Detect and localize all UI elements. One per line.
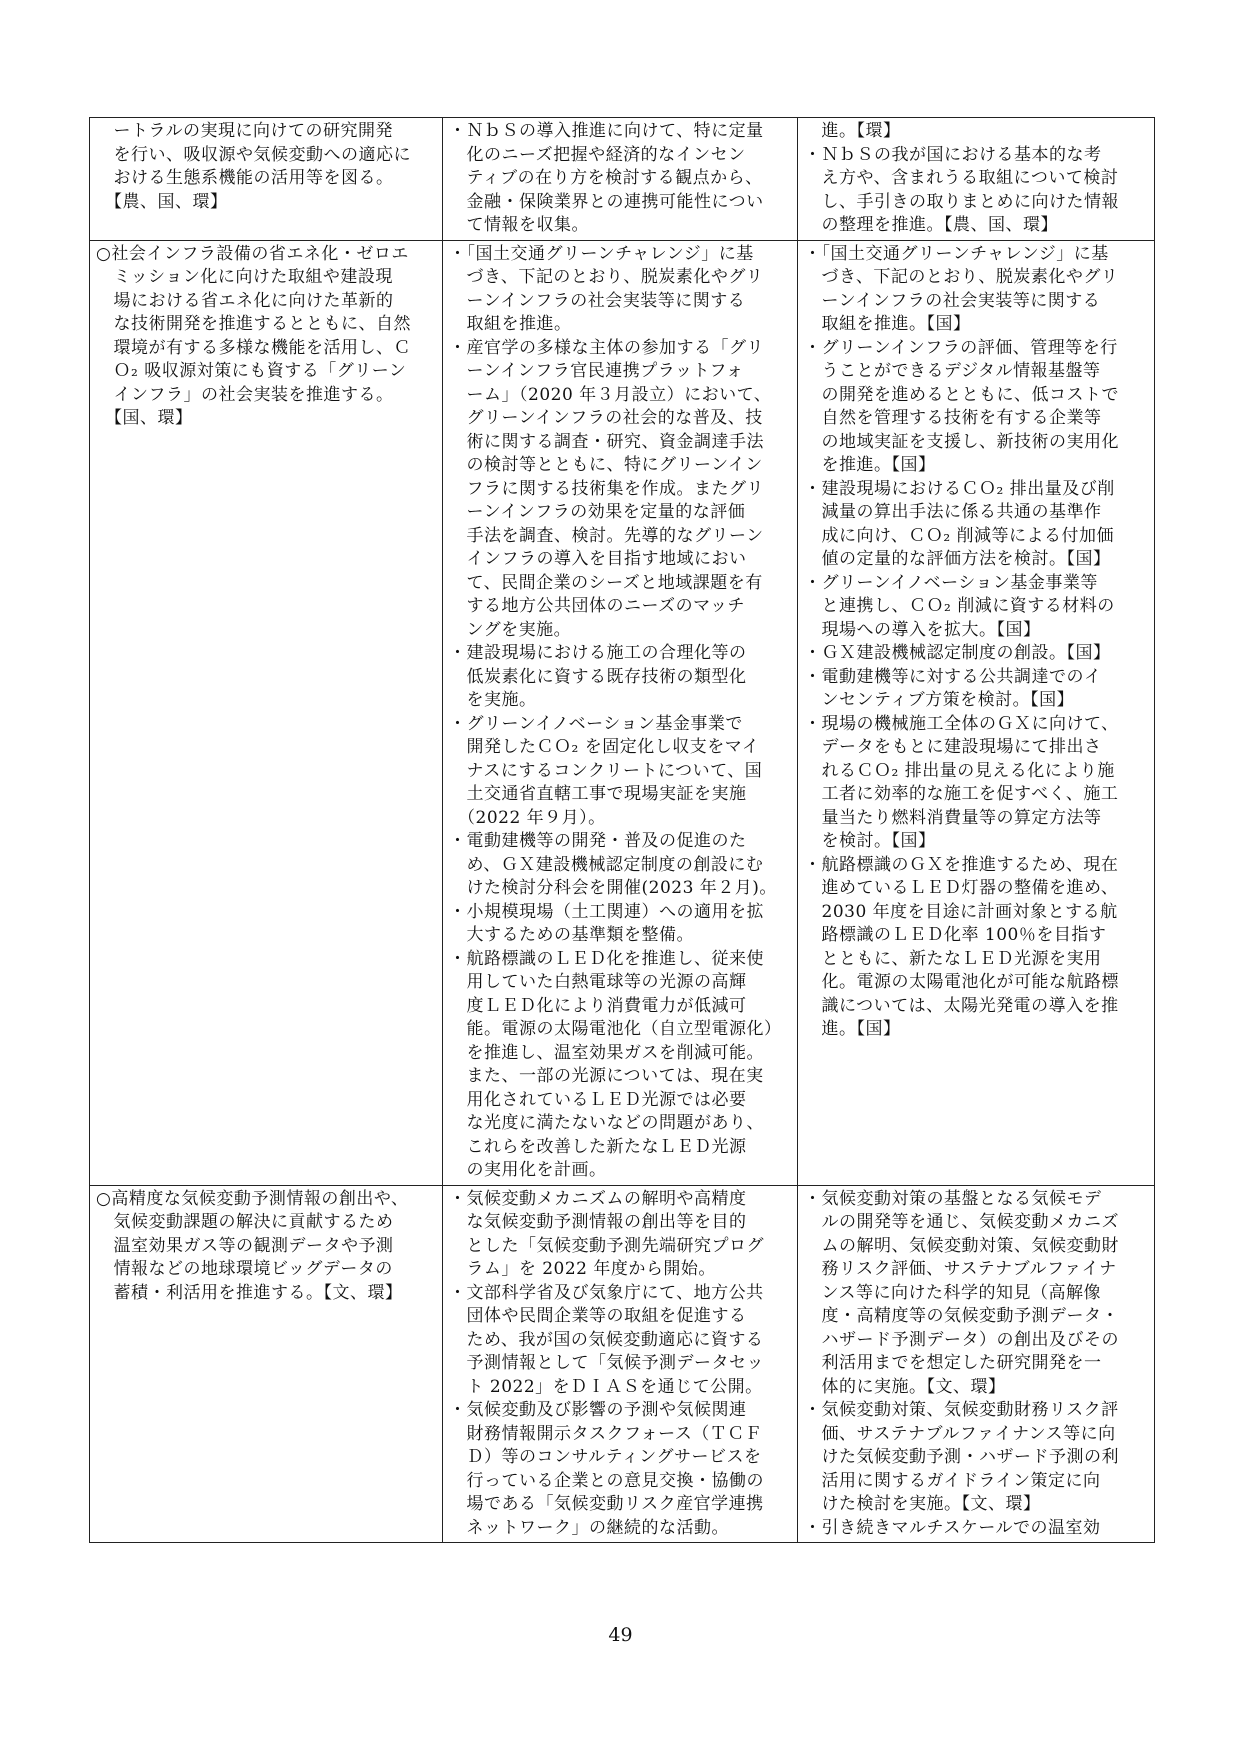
cell-text-line: な気候変動予測情報の創出等を目的: [449, 1212, 747, 1232]
cell-text-line: し、手引きの取りまとめに向けた情報: [804, 191, 1119, 212]
cell-text-line: 価、サステナブルファイナンス等に向: [804, 1423, 1116, 1444]
cell-text-line: 【国、環】: [96, 408, 193, 428]
cell-text-line: の整理を推進。【農、国、環】: [804, 215, 1058, 235]
cell-text-line: 財務情報開示タスクフォース（ＴＣＦ: [449, 1423, 763, 1444]
progress-cell: [443, 118, 798, 241]
cell-text-line: ーンインフラの効果を定量的な評価: [449, 502, 746, 522]
cell-text-line: インフラの導入を目指す地域におい: [449, 549, 747, 569]
cell-text-line: ・気候変動対策の基盤となる気候モデ: [804, 1188, 1102, 1209]
cell-text-line: ・気候変動対策、気候変動財務リスク評: [804, 1400, 1119, 1420]
table-row: [90, 118, 1155, 241]
cell-text-line: 路標識のＬＥＤ化率 100％を目指す: [804, 925, 1107, 945]
cell-text-line: 利活用までを想定した研究開発を一: [804, 1353, 1102, 1373]
cell-text-line: 値の定量的な評価方法を検討。【国】: [804, 549, 1111, 569]
cell-text-line: ナスにするコンクリートについて、国: [449, 760, 763, 781]
cell-text-line: ○社会インフラ設備の省エネ化・ゼロエ: [96, 243, 409, 264]
cell-text-line: 成に向け、ＣＯ₂ 削減等による付加価: [804, 525, 1115, 546]
cell-text-line: ・電動建機等に対する公共調達でのイ: [804, 666, 1102, 687]
cell-text-line: 現場への導入を拡大。【国】: [804, 619, 1041, 640]
cell-text-line: え方や、含まれうる取組について検討: [804, 168, 1119, 188]
cell-text-line: とした「気候変動予測先端研究プログ: [449, 1235, 764, 1256]
cell-text-line: 大するための基準類を整備。: [449, 925, 694, 945]
cell-text-line: 進めているＬＥＤ灯器の整備を進め、: [804, 878, 1119, 898]
cell-text-line: 量当たり燃料消費量等の算定方法等: [804, 807, 1102, 828]
cell-text-line: ートラルの実現に向けての研究開発: [96, 121, 393, 141]
cell-text-line: 手法を調査、検討。先導的なグリーン: [449, 525, 764, 546]
cell-text-line: ・文部科学省及び気象庁にて、地方公共: [449, 1282, 764, 1303]
cell-text-line: とともに、新たなＬＥＤ光源を実用: [804, 948, 1102, 969]
measure-cell: [90, 118, 443, 241]
cell-text-line: これらを改善した新たなＬＥＤ光源: [449, 1136, 747, 1157]
cell-text-line: けた検討分科会を開催(2023 年２月)。: [449, 878, 777, 898]
cell-text-line: ーンインフラ官民連携プラットフォ: [449, 361, 744, 381]
cell-text-line: ・建設現場における施工の合理化等の: [449, 643, 747, 663]
cell-text-line: ーム」（2020 年３月設立）において、: [449, 384, 772, 405]
cell-text-line: ・ＮｂＳの我が国における基本的な考: [804, 144, 1102, 165]
cell-text-line: データをもとに建設現場にて排出さ: [804, 737, 1102, 757]
cell-text-line: 【農、国、環】: [96, 191, 228, 212]
progress-cell: [443, 1185, 798, 1543]
future-cell: [798, 1185, 1155, 1543]
cell-text-line: ンセンティブ方策を検討。【国】: [804, 690, 1075, 710]
cell-text-line: ミッション化に向けた取組や建設現: [96, 267, 393, 287]
cell-text-line: て、民間企業のシーズと地域課題を有: [449, 572, 763, 593]
cell-text-line: 減量の算出手法に係る共通の基準作: [804, 502, 1102, 522]
cell-text-line: 進。【国】: [804, 1019, 901, 1039]
cell-text-line: ハザード予測データ）の創出及びその: [804, 1329, 1119, 1350]
cell-text-line: 蓄積・利活用を推進する。【文、環】: [96, 1282, 403, 1303]
cell-text-line: め、ＧＸ建設機械認定制度の創設にむ: [449, 854, 764, 875]
cell-text-line: 取組を推進。【国】: [804, 314, 971, 334]
cell-text-line: 開発したＣＯ₂ を固定化し収支をマイ: [449, 737, 760, 757]
cell-text-line: ・航路標識のＬＥＤ化を推進し、従来使: [449, 948, 764, 969]
cell-text-line: インフラ」の社会実装を推進する。: [96, 384, 394, 405]
table-row: [90, 1185, 1155, 1543]
cell-text-line: 術に関する調査・研究、資金調達手法: [449, 431, 764, 452]
cell-text-line: 体的に実施。【文、環】: [804, 1376, 1006, 1397]
cell-text-line: 工者に効率的な施工を促すべく、施工: [804, 784, 1119, 804]
cell-text-line: ングを実施。: [449, 619, 572, 640]
cell-text-line: また、一部の光源については、現在実: [449, 1066, 764, 1086]
cell-text-line: ・気候変動及び影響の予測や気候関連: [449, 1400, 747, 1420]
cell-text-line: 用化されているＬＥＤ光源では必要: [449, 1089, 747, 1110]
cell-text-line: ・小規模現場（土工関連）への適用を拡: [449, 901, 764, 922]
cell-text-line: 場である「気候変動リスク産官学連携: [449, 1494, 764, 1514]
cell-text-line: な光度に満たないなどの問題があり、: [449, 1113, 764, 1133]
cell-text-line: 用していた白熱電球等の光源の高輝: [449, 972, 747, 992]
measure-cell: [90, 1185, 443, 1543]
cell-text-line: ラム」を 2022 年度から開始。: [449, 1259, 716, 1279]
future-cell: [798, 118, 1155, 241]
cell-text-line: ・引き続きマルチスケールでの温室効: [804, 1517, 1101, 1538]
cell-text-line: 取組を推進。: [449, 314, 572, 334]
cell-text-line: の地域実証を支援し、新技術の実用化: [804, 431, 1119, 452]
cell-text-line: 団体や民間企業等の取組を促進する: [449, 1306, 747, 1326]
cell-text-line: 務リスク評価、サステナブルファイナ: [804, 1259, 1117, 1279]
cell-text-line: ト 2022」をＤＩＡＳを通じて公開。: [449, 1376, 763, 1397]
cell-text-line: の開発を進めるとともに、低コストで: [804, 384, 1119, 405]
cell-text-line: ネットワーク」の継続的な活動。: [449, 1517, 729, 1538]
cell-text-line: ため、我が国の気候変動適応に資する: [449, 1329, 764, 1350]
cell-text-line: ・グリーンインフラの評価、管理等を行: [804, 337, 1118, 358]
cell-text-line: Ｄ）等のコンサルティングサービスを: [449, 1447, 762, 1467]
cell-text-line: を推進し、温室効果ガスを削減可能。: [449, 1042, 764, 1063]
cell-text-line: の実用化を計画。: [449, 1160, 607, 1180]
cell-text-line: する地方公共団体のニーズのマッチ: [449, 596, 745, 616]
cell-text-line: 低炭素化に資する既存技術の類型化: [449, 666, 747, 687]
cell-text-line: ・気候変動メカニズムの解明や高精度: [449, 1188, 747, 1209]
cell-text-line: ーンインフラの社会実装等に関する: [449, 290, 746, 311]
cell-text-line: ・ＧＸ建設機械認定制度の創設。【国】: [804, 643, 1111, 663]
cell-text-line: を行い、吸収源や気候変動への適応に: [96, 144, 411, 165]
cell-text-line: 情報などの地球環境ビッグデータの: [96, 1259, 393, 1279]
page-number: 49: [608, 1624, 633, 1646]
cell-text-line: 自然を管理する技術を有する企業等: [804, 408, 1102, 428]
cell-text-line: ・ＮｂＳの導入推進に向けて、特に定量: [449, 121, 764, 141]
cell-text-line: を検討。【国】: [804, 831, 936, 851]
cell-text-line: 度ＬＥＤ化により消費電力が低減可: [449, 995, 747, 1016]
cell-text-line: ○高精度な気候変動予測情報の創出や、: [96, 1188, 409, 1209]
cell-text-line: ・航路標識のＧＸを推進するため、現在: [804, 854, 1119, 875]
cell-text-line: ・「国土交通グリーンチャレンジ」に基: [449, 243, 754, 264]
measures-table: [89, 117, 1155, 1543]
progress-cell: [443, 240, 798, 1185]
cell-text-line: けた検討を実施。【文、環】: [804, 1494, 1041, 1514]
table-row: [90, 240, 1155, 1185]
cell-text-line: 土交通省直轄工事で現場実証を実施: [449, 784, 747, 804]
cell-text-line: 2030 年度を目途に計画対象とする航: [804, 901, 1118, 922]
cell-text-line: ・グリーンイノベーション基金事業等: [804, 572, 1098, 593]
cell-text-line: て情報を収集。: [449, 215, 589, 235]
cell-text-line: 進。【環】: [804, 121, 901, 141]
cell-text-line: ルの開発等を通じ、気候変動メカニズ: [804, 1212, 1119, 1232]
cell-text-line: ムの解明、気候変動対策、気候変動財: [804, 1235, 1119, 1256]
cell-text-line: 予測情報として「気候予測データセッ: [449, 1353, 764, 1373]
cell-text-line: を実施。: [449, 690, 537, 710]
future-cell: [798, 240, 1155, 1185]
cell-text-line: ・電動建機等の開発・普及の促進のた: [449, 831, 747, 851]
cell-text-line: ・現場の機械施工全体のＧＸに向けて、: [804, 713, 1119, 734]
cell-text-line: ・産官学の多様な主体の参加する「グリ: [449, 337, 764, 358]
cell-text-line: ・建設現場におけるＣＯ₂ 排出量及び削: [804, 478, 1115, 499]
cell-text-line: 度・高精度等の気候変動予測データ・: [804, 1306, 1119, 1326]
cell-text-line: 温室効果ガス等の観測データや予測: [96, 1235, 394, 1256]
cell-text-line: おける生態系機能の活用等を図る。: [96, 168, 394, 188]
cell-text-line: 化のニーズ把握や経済的なインセン: [449, 144, 746, 165]
cell-text-line: （2022 年９月）。: [449, 807, 606, 828]
cell-text-line: ンス等に向けた科学的知見（高解像: [804, 1282, 1101, 1303]
cell-text-line: うことができるデジタル情報基盤等: [804, 361, 1101, 381]
cell-text-line: な技術開発を推進するとともに、自然: [96, 314, 411, 334]
cell-text-line: 能。電源の太陽電池化（自立型電源化）: [449, 1019, 782, 1039]
cell-text-line: を推進。【国】: [804, 455, 936, 475]
cell-text-line: Ｏ₂ 吸収源対策にも資する「グリーン: [96, 361, 407, 381]
cell-text-line: ・グリーンイノベーション基金事業で: [449, 713, 743, 734]
cell-text-line: 行っている企業との意見交換・協働の: [449, 1470, 764, 1491]
cell-text-line: グリーンインフラの社会的な普及、技: [449, 408, 763, 428]
cell-text-line: ーンインフラの社会実装等に関する: [804, 290, 1101, 311]
cell-text-line: 気候変動課題の解決に貢献するため: [96, 1212, 394, 1232]
cell-text-line: ティブの在り方を検討する観点から、: [449, 168, 763, 188]
cell-text-line: れるＣＯ₂ 排出量の見える化により施: [804, 760, 1115, 781]
cell-text-line: づき、下記のとおり、脱炭素化やグリ: [449, 267, 764, 287]
cell-text-line: 環境が有する多様な機能を活用し、Ｃ: [96, 337, 411, 358]
cell-text-line: 化。電源の太陽電池化が可能な航路標: [804, 972, 1119, 992]
cell-text-line: けた気候変動予測・ハザード予測の利: [804, 1447, 1119, 1467]
cell-text-line: フラに関する技術集を作成。またグリ: [449, 478, 764, 499]
measure-cell: [90, 240, 443, 1185]
cell-text-line: ・「国土交通グリーンチャレンジ」に基: [804, 243, 1109, 264]
cell-text-line: 金融・保険業界との連携可能性につい: [449, 191, 764, 212]
cell-text-line: と連携し、ＣＯ₂ 削減に資する材料の: [804, 596, 1115, 616]
cell-text-line: の検討等とともに、特にグリーンイン: [449, 455, 763, 475]
cell-text-line: 場における省エネ化に向けた革新的: [96, 290, 394, 311]
cell-text-line: づき、下記のとおり、脱炭素化やグリ: [804, 267, 1119, 287]
cell-text-line: 識については、太陽光発電の導入を推: [804, 995, 1119, 1016]
cell-text-line: 活用に関するガイドライン策定に向: [804, 1470, 1101, 1491]
